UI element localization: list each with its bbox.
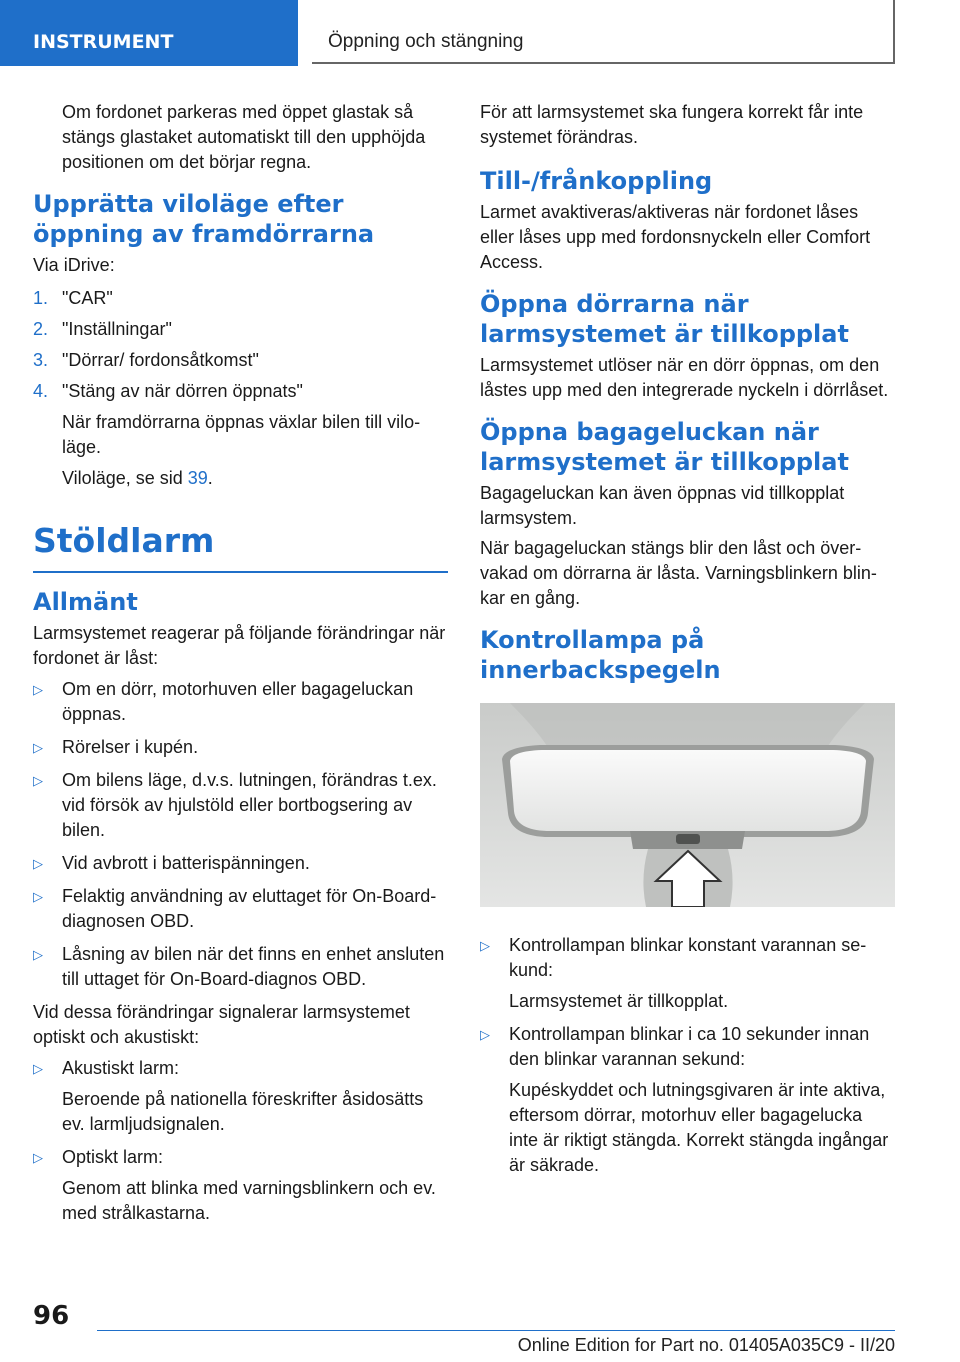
list-item: ▷ Låsning av bilen när det finns en enhet ansluten till uttaget för On-Board-diagnos OBD. [33,944,445,989]
list-item: ▷ Kontrollampan blinkar konstant varannan sekund: Larmsystemet är tillkopplat. [480,935,867,1011]
section-body: Larmet avaktiveras/aktiveras när fordonet låses eller låses upp med fordonsnyckeln eller Comfort Access. [480,202,871,272]
triangle-right-icon: ▷ [33,889,43,904]
list-item: ▷ Rörelser i kupén. [33,735,448,760]
page-link[interactable]: 39 [187,468,208,488]
kontroll-list [480,933,895,1178]
triangle-right-icon: ▷ [480,1027,490,1042]
list-item: ▷ Kontrollampan blinkar i ca 10 sekunder innan den blinkar varannan sekund: Kupéskyddet och lutningsgivaren är inte aktiva, eftersom dörrar, motorhuv eller bagagelucka inte är riktigt stängda. Korrekt stängda ingångar är säkrade. [480,1024,889,1175]
mirror-illustration [480,703,895,907]
step-item: 4. "Stäng av när dörren öppnats" När framdörrarna öppnas växlar bilen till viloläge. Viloläge, se sid 39. [33,379,448,491]
system-note: För att larmsystemet ska fungera korrekt får inte systemet förändras. [480,102,864,147]
footer-divider [97,1330,895,1331]
section-body: När bagageluckan stängs blir den låst och övervakad om dörrarna är låsta. Varningsblinkern blinkar en gång. [480,538,877,608]
section-heading: Öppna dörrarna när larmsystemet är tillkopplat [480,290,849,348]
glastak-note: Om fordonet parkeras med öppet glastak så stängs glastaket automatiskt till den upphöjda positionen om det börjar regna. [62,102,426,172]
allmant-heading: Allmänt [33,588,138,616]
step-item: 3. "Dörrar/ fordonsåtkomst" [33,350,259,370]
section-heading: Kontrollampa på innerbackspegeln [480,626,721,684]
triangle-right-icon: ▷ [33,856,43,871]
signal-intro: Vid dessa förändringar signalerar larmsystemet optiskt och akustiskt: [33,1002,410,1047]
page-number: 96 [33,1301,70,1331]
triangle-right-icon: ▷ [33,947,43,962]
alarm-trigger-list [33,677,448,992]
section-heading: Öppna bagageluckan när larmsystemet är tillkopplat [480,418,849,476]
step-item: 2. "Inställningar" [33,319,172,339]
stoldlarm-title: Stöldlarm [33,521,448,573]
step-item: 1. "CAR" [33,288,113,308]
viloläge-heading: Upprätta viloläge efter öppning av framdörrarna [33,190,375,248]
triangle-right-icon: ▷ [33,773,43,788]
list-item: ▷ Vid avbrott i batterispänningen. [33,851,448,876]
via-idrive: Via iDrive: [33,255,115,275]
subsection-title: Öppning och stängning [312,0,895,64]
triangle-right-icon: ▷ [33,682,43,697]
allmant-intro: Larmsystemet reagerar på följande förändringar när fordonet är låst: [33,623,446,668]
right-column [480,100,895,1186]
list-item: ▷ Optiskt larm: Genom att blinka med varningsblinkern och ev. med strålkastarna. [33,1147,436,1223]
step-note: När framdörrarna öppnas växlar bilen till viloläge. [62,412,421,457]
mirror-figure [480,703,895,907]
list-item: ▷ Om bilens läge, d.v.s. lutningen, förändras t.ex. vid försök av hjulstöld eller bortbogsering av bilen. [33,770,437,840]
list-item: ▷ Akustiskt larm: Beroende på nationella föreskrifter åsidosätts ev. larmljudsignalen. [33,1058,424,1134]
left-column [33,100,448,1234]
triangle-right-icon: ▷ [480,938,490,953]
triangle-right-icon: ▷ [33,1061,43,1076]
page-reference: Viloläge, se sid 39. [62,468,213,488]
section-tab: INSTRUMENT [0,0,298,66]
triangle-right-icon: ▷ [33,740,43,755]
section-body: Larmsystemet utlöser när en dörr öppnas, om den låstes upp med den integrerade nyckeln i dörrlåset. [480,355,889,400]
list-item: ▷ Om en dörr, motorhuven eller bagageluckan öppnas. [33,679,414,724]
edition-text: Online Edition for Part no. 01405A035C9 - II/20 [517,1335,895,1355]
signal-list [33,1056,448,1226]
page-header [0,0,960,66]
list-item: ▷ Felaktig användning av eluttaget för On-Board-diagnosen OBD. [33,886,437,931]
triangle-right-icon: ▷ [33,1150,43,1165]
section-body: Bagageluckan kan även öppnas vid tillkopplat larmsystem. [480,483,845,528]
section-heading: Till-/frånkoppling [480,167,713,195]
idrive-steps [33,286,448,491]
